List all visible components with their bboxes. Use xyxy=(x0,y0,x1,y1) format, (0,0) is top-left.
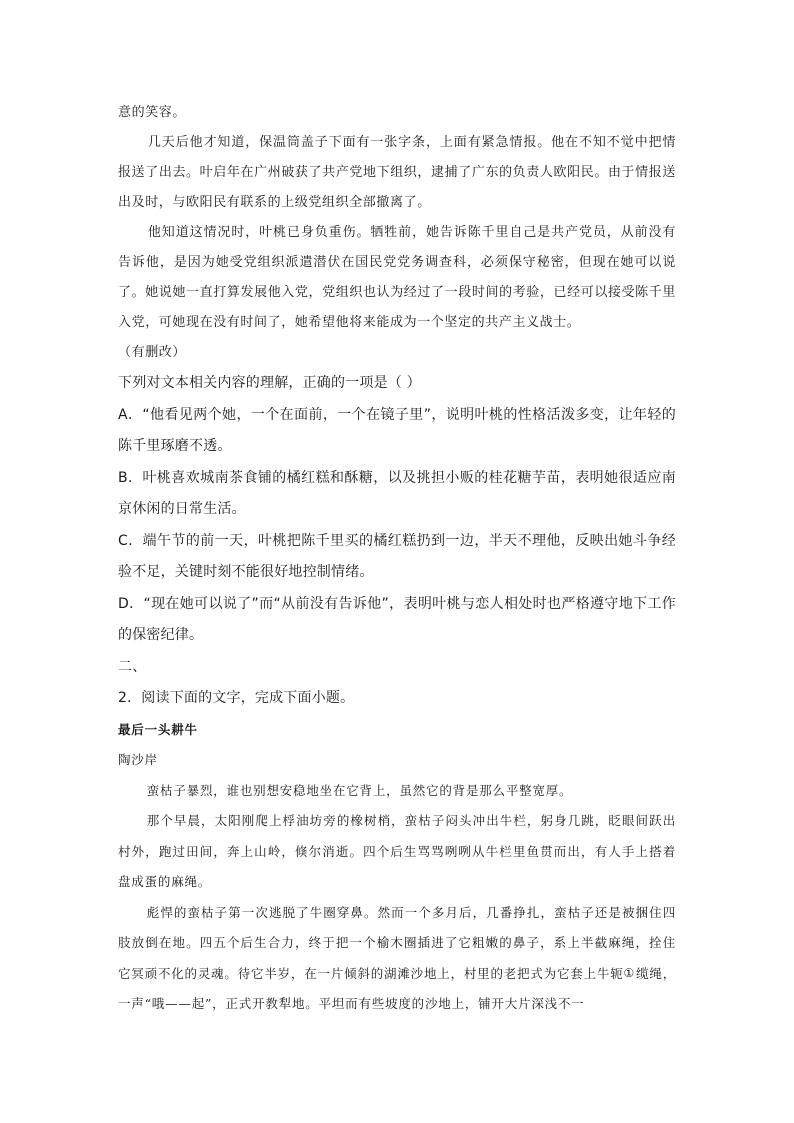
reading-passage-1 xyxy=(118,98,676,368)
passage-paragraph: 他知道这情况时，叶桃已身负重伤。牺牲前，她告诉陈千里自己是共产党员，从前没有告诉他，是因为她受党组织派遣潜伏在国民党党务调查科，必须保守秘密，但现在她可以说了。她说她一直打算发展他入党，党组织也认为经过了一段时间的考验，已经可以接受陈千里入党，可她现在没有时间了，她希望他将来能成为一个坚定的共产主义战士。 xyxy=(118,225,676,330)
passage-text: 缆绳，一声“哦——起”，正式开教犁地。平坦而有些坡度的沙地上，铺开大片深浅不一 xyxy=(118,965,677,1011)
document-page xyxy=(118,98,676,1020)
passage-title: 最后一头耕牛 xyxy=(118,721,198,737)
passage-author: 陶沙岸 xyxy=(118,752,158,767)
passage-text: 彪悍的蛮枯子第一次逃脱了牛圈穿鼻。然而一个多月后，几番挣扎，蛮枯子还是被捆住四肢放倒在地。四五个后生合力，终于把一个榆木圈插进了它粗嫩的鼻子，系上半截麻绳，拴住它冥顽不化的灵魂。待它半岁，在一片倾斜的湖滩沙地上，村里的老把式为它套上牛轭 xyxy=(118,904,676,981)
question-instruction: 2．阅读下面的文字，完成下面小题。 xyxy=(118,690,355,706)
passage-paragraph: 意的笑容。 xyxy=(118,105,187,120)
passage-paragraph: 几天后他才知道，保温筒盖子下面有一张字条，上面有紧急情报。他在不知不觉中把情报送了出去。叶启年在广州破获了共产党地下组织，逮捕了广东的负责人欧阳民。由于情报送出及时，与欧阳民有联系的上级党组织全部撤离了。 xyxy=(118,135,676,210)
reading-passage-2 xyxy=(118,715,676,1020)
footnote-marker: ① xyxy=(623,965,636,980)
option-b: B．叶桃喜欢城南茶食铺的橘红糕和酥糖，以及挑担小贩的桂花糖芋苗，表明她很适应南京休闲的日常生活。 xyxy=(118,469,676,517)
source-note: （有删改） xyxy=(118,345,187,360)
section-heading: 二、 xyxy=(118,658,147,675)
option-c: C．端午节的前一天，叶桃把陈千里买的橘红糕扔到一边，半天不理他，反映出她斗争经验不足，关键时刻不能很好地控制情绪。 xyxy=(118,532,676,580)
passage-paragraph: 蛮枯子暴烈，谁也别想安稳地坐在它背上，虽然它的背是那么平整宽厚。 xyxy=(146,782,573,798)
question-1 xyxy=(118,368,676,715)
question-stem: 下列对文本相关内容的理解，正确的一项是（ ） xyxy=(118,375,421,391)
option-d: D．“现在她可以说了”而“从前没有告诉他”，表明叶桃与恋人相处时也严格遵守地下工作的保密纪律。 xyxy=(118,595,676,643)
passage-paragraph: 那个早晨，太阳刚爬上桴油坊旁的橡树梢，蛮枯子闷头冲出牛栏，躬身几跳，眨眼间跃出村外，跑过田间，奔上山岭，倏尔消逝。四个后生骂骂咧咧从牛栏里鱼贯而出，有人手上搭着盘成蛋的麻绳。 xyxy=(118,813,676,889)
option-a: A．“他看见两个她，一个在面前，一个在镜子里”，说明叶桃的性格活泼多变，让年轻的陈千里琢磨不透。 xyxy=(118,406,676,454)
passage-paragraph xyxy=(118,898,676,1020)
